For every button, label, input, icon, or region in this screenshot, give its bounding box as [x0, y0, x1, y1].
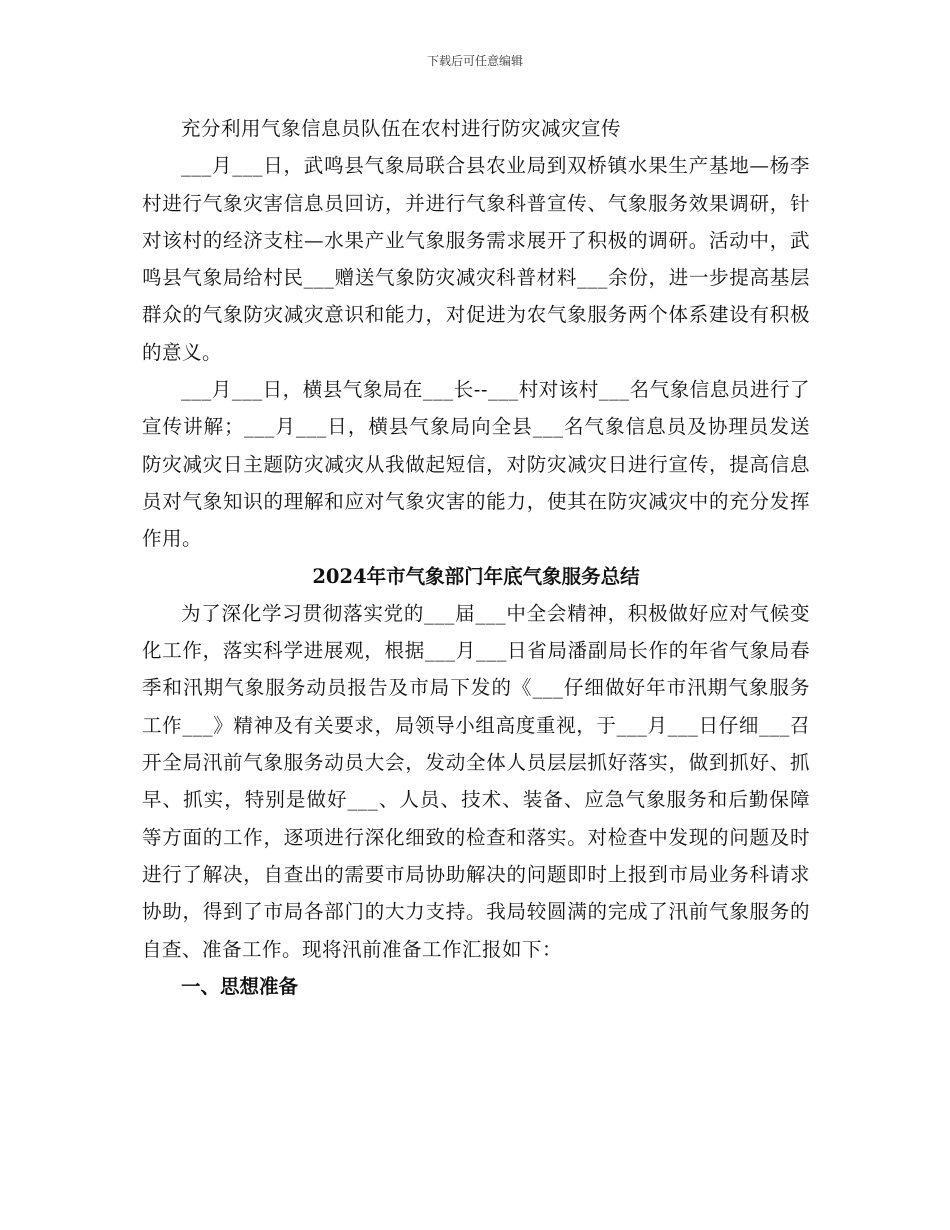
paragraph-hengxian: ___月___日，横县气象局在___长--___村对该村___名气象信息员进行了宣传讲解；___月___日，横县气象局向全县___名气象信息员及协理员发送防灾减灾日主题防灾减灾从我做起短信，对防灾减灾日进行宣传，提高信息员对气象知识的理解和应对气象灾害的能力，使其在防灾减灾中的充分发挥作用。 [142, 378, 810, 551]
header-note: 下载后可任意编辑 [426, 54, 523, 68]
paragraph-summary: 为了深化学习贯彻落实党的___届___中全会精神，积极做好应对气候变化工作，落实科学进展观，根据___月___日省局潘副局长作的年省气象局春季和汛期气象服务动员报告及市局下发的《___仔细做好年市汛期气象服务工作___》精神及有关要求，局领导小组高度重视，于___月___日仔细___召开全局汛前气象服务动员大会，发动全体人员层层抓好落实，做到抓好、抓早、抓实，特别是做好___、人员、技术、装备、应急气象服务和后勤保障等方面的工作，逐项进行深化细致的检查和落实。对检查中发现的问题及时进行了解决，自查出的需要市局协助解决的问题即时上报到市局业务科请求协助，得到了市局各部门的大力支持。我局较圆满的完成了汛前气象服务的自查、准备工作。现将汛前准备工作汇报如下： [142, 601, 810, 961]
paragraph-wuming: ___月___日，武鸣县气象局联合县农业局到双桥镇水果生产基地—杨李村进行气象灾害信息员回访，并进行气象科普宣传、气象服务效果调研，针对该村的经济支柱—水果产业气象服务需求展开了积极的调研。活动中，武鸣县气象局给村民___赠送气象防灾减灾科普材料___余份，进一步提高基层群众的气象防灾减灾意识和能力，对促进为农气象服务两个体系建设有积极的意义。 [142, 154, 810, 364]
document-heading: 2024年市气象部门年底气象服务总结 [312, 564, 640, 588]
section-title-line: 充分利用气象信息员队伍在农村进行防灾减灾宣传 [181, 117, 622, 140]
document-body [142, 110, 810, 1005]
subheading-thought-preparation: 一、思想准备 [181, 974, 299, 998]
